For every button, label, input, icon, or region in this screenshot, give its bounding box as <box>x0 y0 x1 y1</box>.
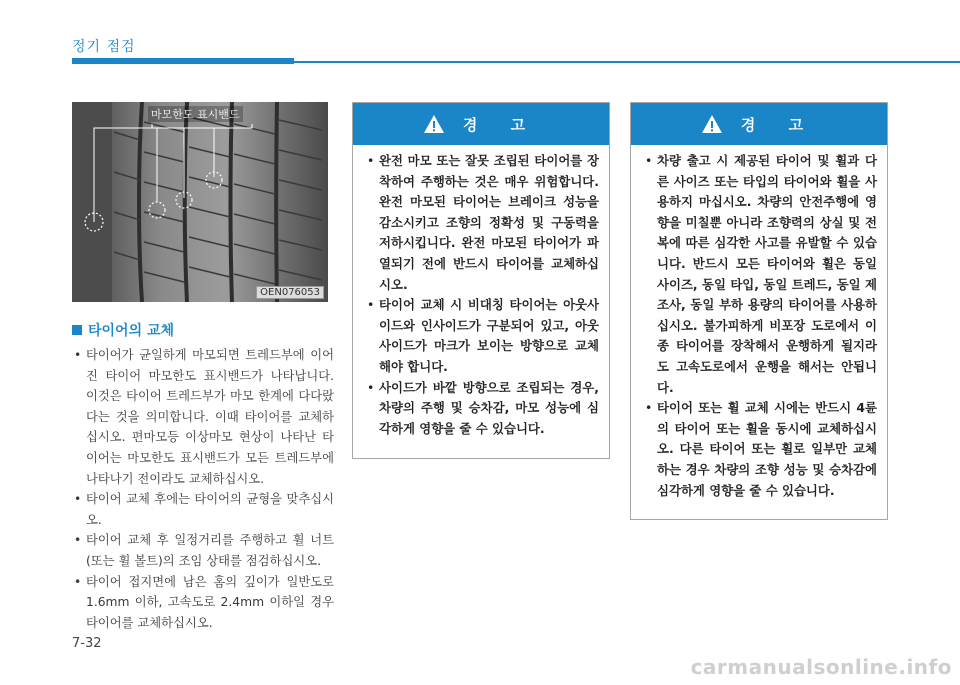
warning-header <box>353 103 609 145</box>
tire-tread-figure <box>72 102 328 302</box>
list-item: • 타이어가 균일하게 마모되면 트레드부에 이어진 타이어 마모한도 표시밴드가 나타납니다. 이것은 타이어 트레드부가 마모 한계에 다다랐다는 것을 의미합니다. 이때 타이어를 교체하십시오. 편마모등 이상마모 현상이 나타난 타이어는 마모한도 표시밴드가 모든 트레드부에 나타나기 전이라도 교체하십시오. <box>72 345 334 489</box>
warning-box-1 <box>352 102 610 459</box>
figure-label: 마모한도 표시밴드 <box>148 106 243 122</box>
list-item: • 타이어 교체 후에는 타이어의 균형을 맞추십시오. <box>72 489 334 530</box>
section-heading <box>72 320 174 340</box>
list-item: • 타이어 교체 후 일정거리를 주행하고 휠 너트(또는 휠 볼트)의 조임 상태를 점검하십시오. <box>72 530 334 571</box>
warning-title: 경 고 <box>740 115 818 134</box>
list-item: • 사이드가 바깥 방향으로 조립되는 경우, 차량의 주행 및 승차감, 마모 성능에 심각하게 영향을 줄 수 있습니다. <box>365 378 599 440</box>
header-rule-thick <box>72 58 294 64</box>
warning-box-2 <box>630 102 888 520</box>
section-heading-text: 타이어의 교체 <box>88 323 175 339</box>
warning-list <box>353 145 609 439</box>
page-number: 7-32 <box>72 636 102 651</box>
list-item: • 완전 마모 또는 잘못 조립된 타이어를 장착하여 주행하는 것은 매우 위험합니다. 완전 마모된 타이어는 브레이크 성능을 감소시키고 조향의 정확성 및 구동력을 저하시킵니다. 완전 마모된 타이어가 파열되기 전에 반드시 타이어를 교체하십시오. <box>365 151 599 295</box>
header-rule-thin <box>294 61 960 63</box>
warning-title: 경 고 <box>462 115 540 134</box>
figure-code: OEN076053 <box>256 286 324 299</box>
warning-triangle-icon <box>701 114 723 134</box>
tire-replacement-list <box>72 345 334 633</box>
tire-tread-icon <box>72 102 328 302</box>
list-item: • 차량 출고 시 제공된 타이어 및 휠과 다른 사이즈 또는 타입의 타이어와 휠을 사용하지 마십시오. 차량의 안전주행에 영향을 미칠뿐 아니라 조향력의 상실 및 전복에 따른 심각한 사고를 유발할 수 있습니다. 반드시 모든 타이어와 휠은 동일 사이즈, 동일 타입, 동일 트레드, 동일 제조사, 동일 부하 용량의 타이어를 사용하십시오. 불가피하게 비포장 도로에서 이종 타이어를 장착해서 운행하게 될지라도 고속도로에서 운행을 해서는 안됩니다. <box>643 151 877 398</box>
list-item: • 타이어 접지면에 남은 홈의 깊이가 일반도로 1.6mm 이하, 고속도로 2.4mm 이하일 경우 타이어를 교체하십시오. <box>72 572 334 634</box>
warning-header <box>631 103 887 145</box>
page-section-title: 정기 점검 <box>72 39 136 55</box>
watermark: carmanualsonline.info <box>690 655 952 679</box>
warning-list <box>631 145 887 501</box>
warning-triangle-icon <box>423 114 445 134</box>
list-item: • 타이어 또는 휠 교체 시에는 반드시 4륜의 타이어 또는 휠을 동시에 교체하십시오. 다른 타이어 또는 휠로 일부만 교체하는 경우 차량의 조향 성능 및 승차감에 심각하게 영향을 줄 수 있습니다. <box>643 398 877 501</box>
list-item: • 타이어 교체 시 비대칭 타이어는 아웃사이드와 인사이드가 구분되어 있고, 아웃사이드가 마크가 보이는 방향으로 교체해야 합니다. <box>365 295 599 377</box>
square-bullet-icon <box>72 325 82 335</box>
